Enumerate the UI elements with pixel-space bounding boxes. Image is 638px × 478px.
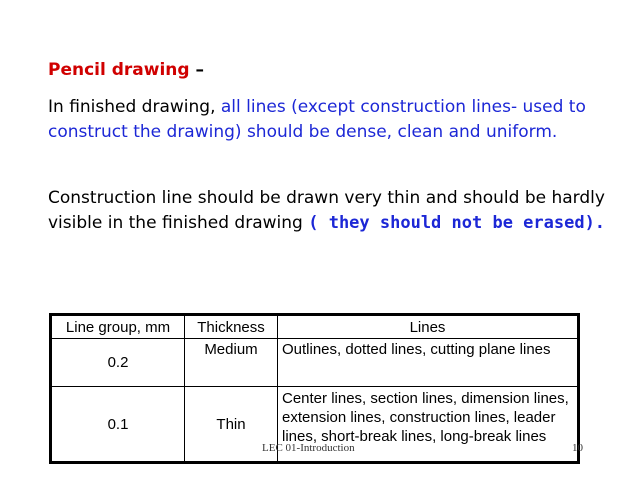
table-header: Lines xyxy=(278,315,579,339)
heading-dash: – xyxy=(189,60,204,80)
table-header-row xyxy=(51,315,579,339)
table-header: Thickness xyxy=(185,315,278,339)
table-cell: Medium xyxy=(185,339,278,387)
paragraph-construction-lines xyxy=(48,186,608,236)
paragraph2-highlight: ( they should not be erased). xyxy=(308,213,606,233)
table-header: Line group, mm xyxy=(51,315,185,339)
paragraph-pencil-lines xyxy=(48,95,608,145)
table-row xyxy=(51,339,579,387)
slide-heading xyxy=(48,60,204,80)
footer-lecture-label: LEC 01-Introduction xyxy=(262,442,355,454)
table-cell: 0.2 xyxy=(51,339,185,387)
heading-title: Pencil drawing xyxy=(48,60,190,80)
footer-page-number: 10 xyxy=(572,442,583,454)
table-cell: Outlines, dotted lines, cutting plane lines xyxy=(278,339,579,387)
table-cell: Thin xyxy=(185,387,278,463)
table-cell: Center lines, section lines, dimension lines, extension lines, construction lines, leader lines, short-break lines, long-break lines xyxy=(278,387,579,463)
table-cell: 0.1 xyxy=(51,387,185,463)
paragraph2-lead: Construction line should be drawn very thin and should be hardly visible in the finished drawing xyxy=(48,188,605,233)
paragraph1-highlight: all lines (except construction lines- used to construct the drawing) should be dense, clean and uniform. xyxy=(48,97,586,142)
paragraph1-lead: In finished drawing, xyxy=(48,97,221,117)
